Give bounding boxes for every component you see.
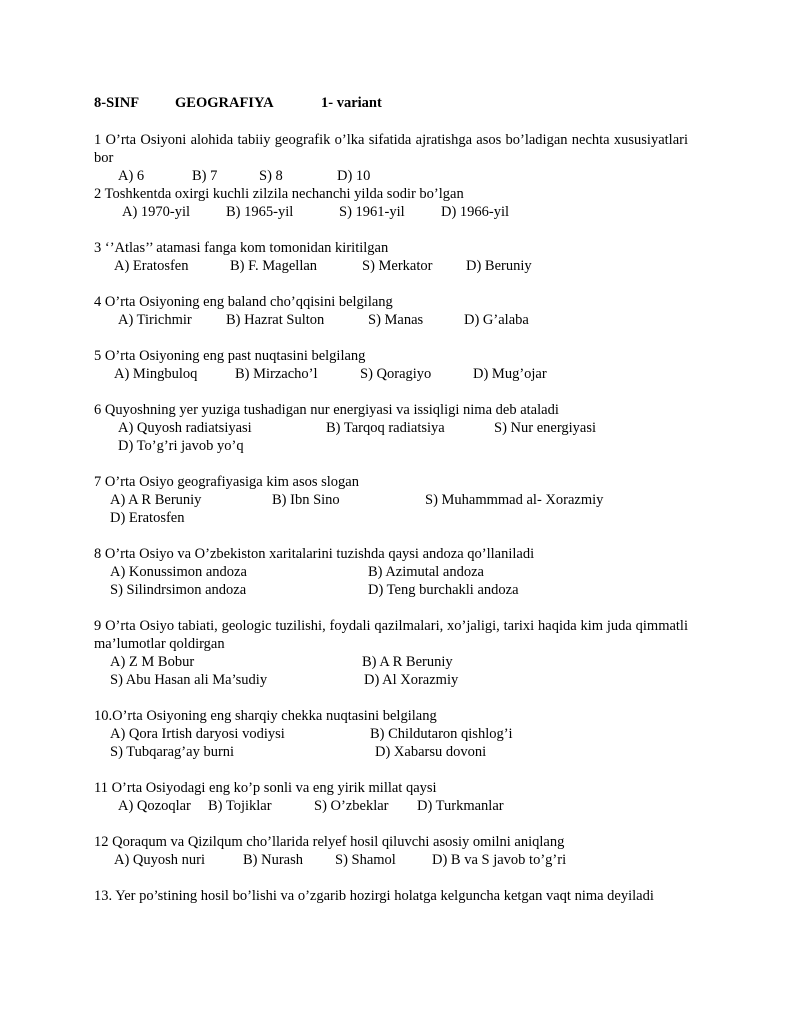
question-2-option-s: S) 1961-yil xyxy=(339,204,405,220)
question-3-option-d: D) Beruniy xyxy=(466,258,532,274)
question-6-option-s: S) Nur energiyasi xyxy=(494,420,597,436)
question-5-option-d: D) Mug’ojar xyxy=(473,366,547,382)
question-11-text: 11 O’rta Osiyodagi eng ko’p sonli va eng yirik millat qaysi xyxy=(94,780,437,796)
question-1-option-s: S) 8 xyxy=(259,168,283,184)
question-6-option-b: B) Tarqoq radiatsiya xyxy=(326,420,445,436)
question-1-text: 1 O’rta Osiyoni alohida tabiiy geografik o’lka sifatida ajratishga asos bo’ladigan nechta xususiyatlari bor xyxy=(94,132,688,166)
question-8-option-b: B) Azimutal andoza xyxy=(368,564,484,580)
question-12-option-d: D) B va S javob to’g’ri xyxy=(432,852,567,868)
question-11-option-b: B) Tojiklar xyxy=(208,798,272,814)
question-7-option-d: D) Eratosfen xyxy=(110,510,185,526)
question-10-option-b: B) Childutaron qishlog’i xyxy=(370,726,513,742)
question-10-text: 10.O’rta Osiyoning eng sharqiy chekka nuqtasini belgilang xyxy=(94,708,437,724)
question-7-option-s: S) Muhammmad al- Xorazmiy xyxy=(425,492,604,508)
question-13-text: 13. Yer po’stining hosil bo’lishi va o’zgarib hozirgi holatga kelguncha ketgan vaqt nima deyiladi xyxy=(94,888,654,904)
question-3-option-s: S) Merkator xyxy=(362,258,433,274)
question-9-option-b: B) A R Beruniy xyxy=(362,654,453,670)
question-2-option-b: B) 1965-yil xyxy=(226,204,294,220)
question-4-option-d: D) G’alaba xyxy=(464,312,529,328)
question-5-option-s: S) Qoragiyo xyxy=(360,366,432,382)
question-10-option-s: S) Tubqarag’ay burni xyxy=(110,744,235,760)
question-2-option-a: A) 1970-yil xyxy=(122,204,191,220)
question-12-option-b: B) Nurash xyxy=(243,852,304,868)
question-8-text: 8 O’rta Osiyo va O’zbekiston xaritalarini tuzishda qaysi andoza qo’llaniladi xyxy=(94,546,535,562)
question-5-text: 5 O’rta Osiyoning eng past nuqtasini belgilang xyxy=(94,348,366,364)
question-6-option-a: A) Quyosh radiatsiyasi xyxy=(118,420,252,436)
question-10-option-d: D) Xabarsu dovoni xyxy=(375,744,487,760)
question-4-option-a: A) Tirichmir xyxy=(118,312,192,328)
question-1-option-d: D) 10 xyxy=(337,168,371,184)
question-7-option-b: B) Ibn Sino xyxy=(272,492,340,508)
question-9-option-a: A) Z M Bobur xyxy=(110,654,195,670)
question-6-option-d: D) To’g’ri javob yo’q xyxy=(118,438,244,454)
question-4-text: 4 O’rta Osiyoning eng baland cho’qqisini belgilang xyxy=(94,294,393,310)
variant-label: 1- variant xyxy=(321,95,382,111)
question-3-option-a: A) Eratosfen xyxy=(114,258,189,274)
question-9-option-d: D) Al Xorazmiy xyxy=(364,672,459,688)
question-5-option-b: B) Mirzacho’l xyxy=(235,366,318,382)
subject-label: GEOGRAFIYA xyxy=(175,95,274,111)
question-4-option-b: B) Hazrat Sulton xyxy=(226,312,325,328)
question-12-option-a: A) Quyosh nuri xyxy=(114,852,206,868)
question-11-option-d: D) Turkmanlar xyxy=(417,798,504,814)
question-2-text: 2 Toshkentda oxirgi kuchli zilzila nechanchi yilda sodir bo’lgan xyxy=(94,186,464,202)
question-5-option-a: A) Mingbuloq xyxy=(114,366,198,382)
question-12-option-s: S) Shamol xyxy=(335,852,396,868)
question-6-text: 6 Quyoshning yer yuziga tushadigan nur energiyasi va issiqligi nima deb ataladi xyxy=(94,402,559,418)
question-11-option-s: S) O’zbeklar xyxy=(314,798,389,814)
question-11-option-a: A) Qozoqlar xyxy=(118,798,191,814)
question-3-text: 3 ‘’Atlas’’ atamasi fanga kom tomonidan kiritilgan xyxy=(94,240,389,256)
question-12-text: 12 Qoraqum va Qizilqum cho’llarida relyef hosil qiluvchi asosiy omilni aniqlang xyxy=(94,834,565,850)
question-1-option-a: A) 6 xyxy=(118,168,145,184)
question-8-option-a: A) Konussimon andoza xyxy=(110,564,247,580)
question-10-option-a: A) Qora Irtish daryosi vodiysi xyxy=(110,726,285,742)
question-2-option-d: D) 1966-yil xyxy=(441,204,510,220)
question-8-option-d: D) Teng burchakli andoza xyxy=(368,582,519,598)
question-4-option-s: S) Manas xyxy=(368,312,424,328)
question-7-text: 7 O’rta Osiyo geografiyasiga kim asos slogan xyxy=(94,474,359,490)
question-1-option-b: B) 7 xyxy=(192,168,218,184)
grade-label: 8-SINF xyxy=(94,95,140,111)
question-8-option-s: S) Silindrsimon andoza xyxy=(110,582,247,598)
question-9-option-s: S) Abu Hasan ali Ma’sudiy xyxy=(110,672,268,688)
question-3-option-b: B) F. Magellan xyxy=(230,258,318,274)
question-7-option-a: A) A R Beruniy xyxy=(110,492,202,508)
question-9-text: 9 O’rta Osiyo tabiati, geologic tuzilishi, foydali qazilmalari, xo’jaligi, tarixi haqida kim juda qimmatli ma’lumotlar qoldirgan xyxy=(94,618,688,652)
